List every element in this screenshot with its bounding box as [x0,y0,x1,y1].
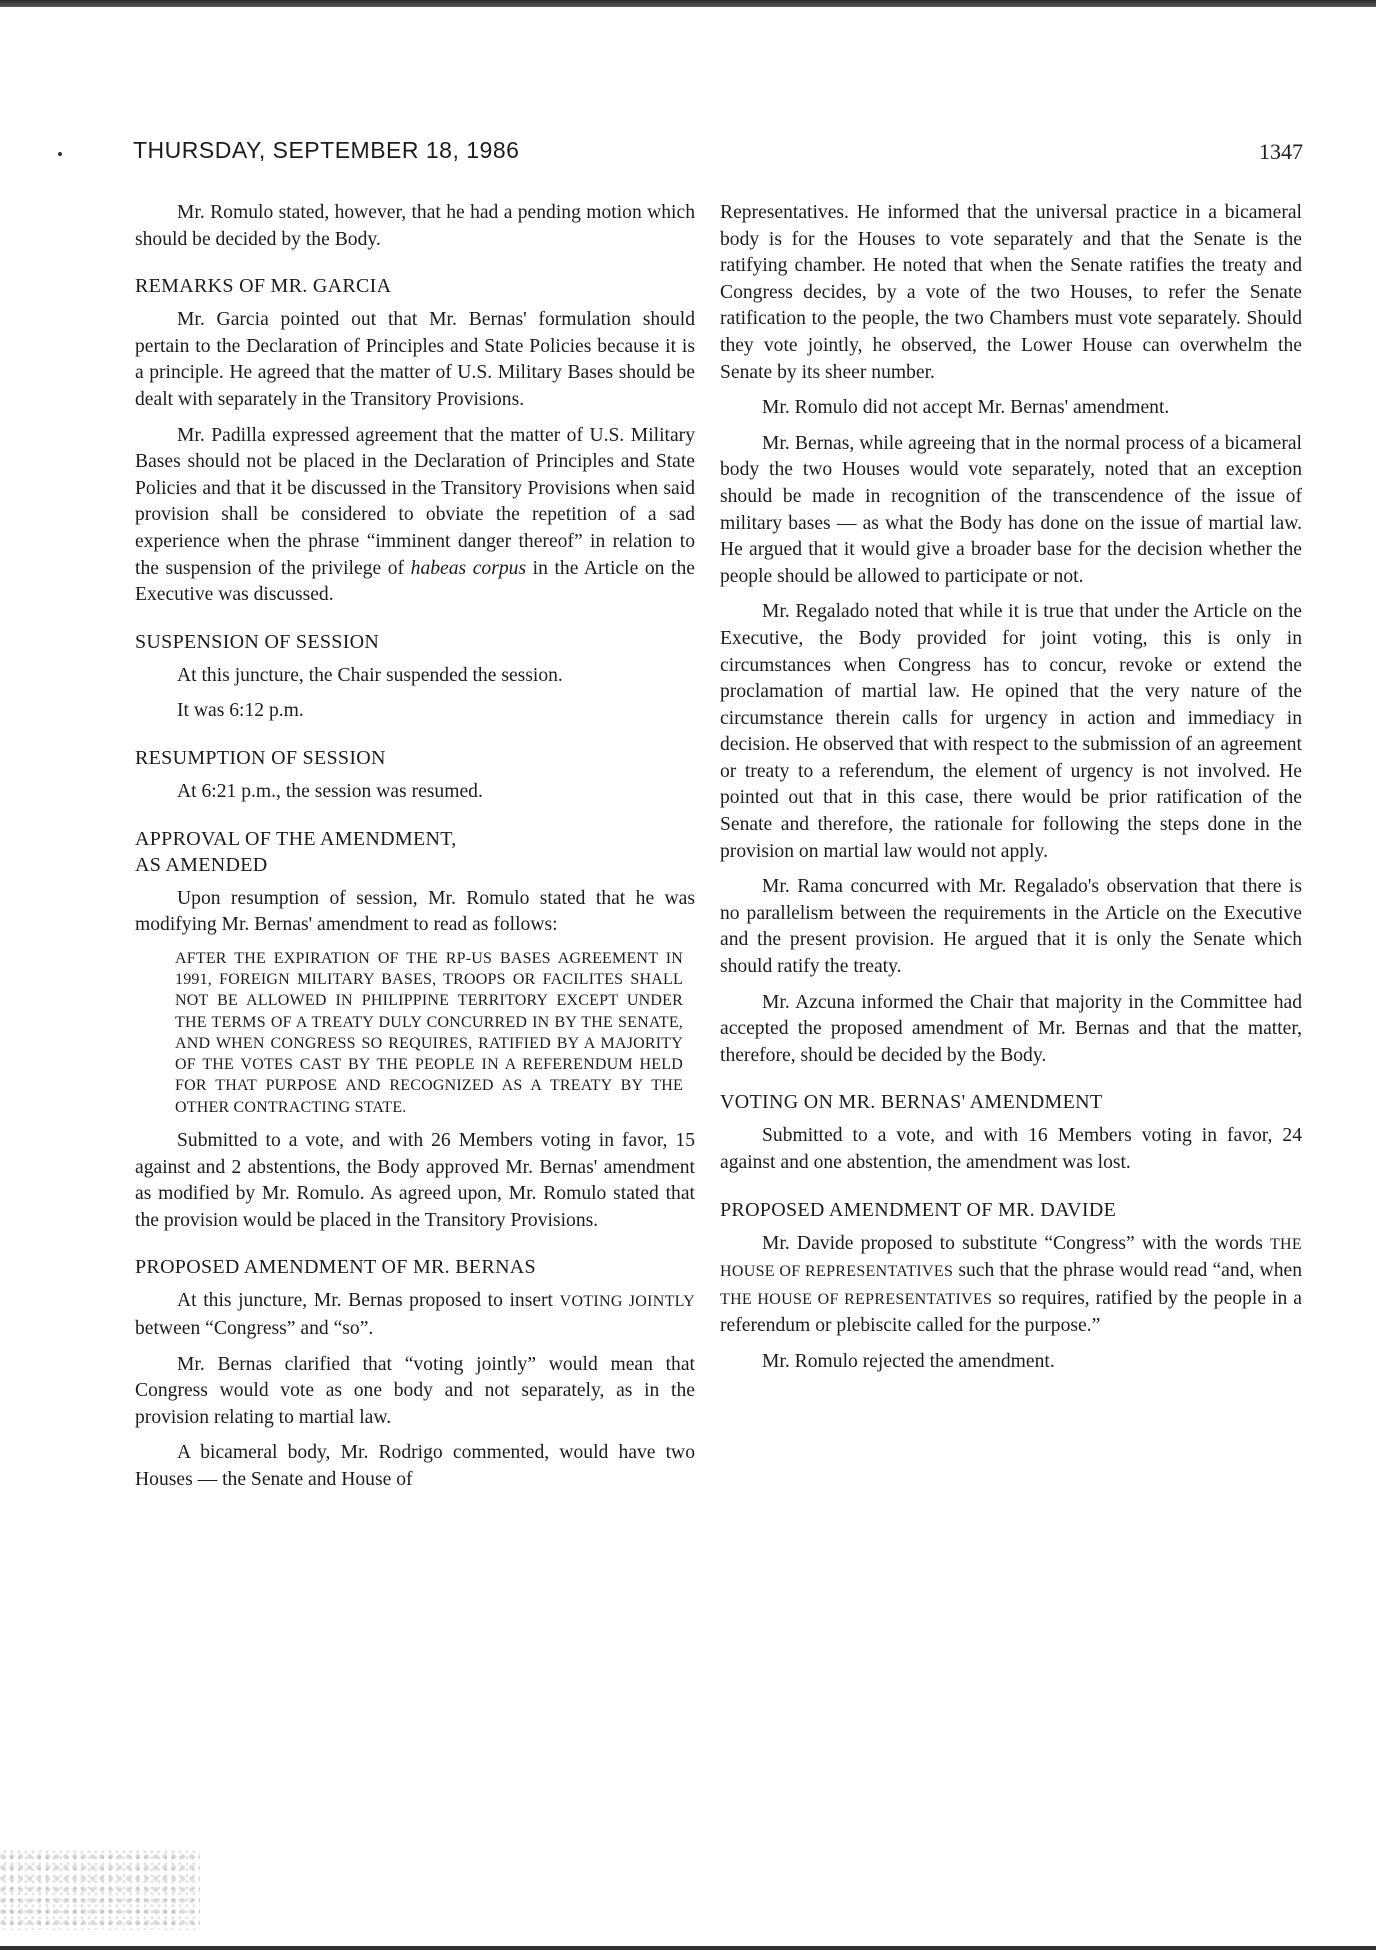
paragraph: Submitted to a vote, and with 26 Members voting in favor, 15 against and 2 abstentions, the Body approved Mr. Bernas' amendment as modified by Mr. Romulo. As agreed upon, Mr. Romulo stated that the provision would be placed in the Transitory Provisions. [135,1130,695,1231]
page-number: 1347 [1259,139,1303,164]
text-run: At this juncture, Mr. Bernas proposed to insert [177,1290,560,1312]
section-heading: PROPOSED AMENDMENT OF MR. DAVIDE [720,1198,1117,1221]
paragraph: Representatives. He informed that the universal practice in a bicameral body is for the Houses to vote separately and that the Senate is the ratifying chamber. He noted that when the Senate ratifies the treaty and Congress decides, by a vote of the two Houses, to refer the Senate ratification to the people, the two Chambers must vote separately. Should they vote jointly, he observed, the Lower House can overwhelm the Senate by its sheer number. [720,202,1302,383]
paragraph: Mr. Bernas, while agreeing that in the normal process of a bicameral body the two Houses would vote separately, noted that an exception should be made in recognition of the transcendence of the issue of military bases — as what the Body has done on the issue of martial law. He argued that it would give a broader base for the decision whether the people should be allowed to participate or not. [720,432,1302,587]
paragraph: A bicameral body, Mr. Rodrigo commented, would have two Houses — the Senate and House of [135,1442,695,1490]
paragraph [720,1231,1302,1340]
paragraph: It was 6:12 p.m. [177,700,304,722]
section-heading: REMARKS OF MR. GARCIA [135,275,392,298]
text-run: between “Congress” and “so”. [135,1318,374,1340]
section-heading: VOTING ON MR. BERNAS' AMENDMENT [720,1091,1103,1114]
text-run: so requires, ratified by the people in a referendum or plebiscite called for the purpose.” [720,1287,1302,1337]
amendment-quote: AFTER THE EXPIRATION OF THE RP-US BASES AGREEMENT IN 1991, FOREIGN MILITARY BASES, TROOPS OR FACILITES SHALL NOT BE ALLOWED IN PHILIPPINE TERRITORY EXCEPT UNDER THE TERMS OF A TREATY DULY CONCURRED IN BY THE SENATE, AND WHEN CONGRESS SO REQUIRES, RATIFIED BY A MAJORITY OF THE VOTES CAST BY THE PEOPLE IN A REFERENDUM HELD FOR THAT PURPOSE AND RECOGNIZED AS A TREATY BY THE OTHER CONTRACTING STATE. [175,949,683,1116]
section-heading: SUSPENSION OF SESSION [135,630,380,653]
paragraph: Upon resumption of session, Mr. Romulo stated that he was modifying Mr. Bernas' amendment to read as follows: [135,887,695,936]
text-run: such that the phrase would read “and, when [953,1260,1302,1282]
paragraph: Mr. Garcia pointed out that Mr. Bernas' formulation should pertain to the Declaration of Principles and State Policies because it is a principle. He agreed that the matter of U.S. Military Bases should be dealt with separately in the Transitory Provisions. [135,309,695,410]
text-run: Mr. Davide proposed to substitute “Congress” with the words [762,1232,1270,1254]
paragraph [135,1288,695,1342]
bottom-border [0,1946,1376,1950]
section-heading [135,826,695,878]
small-caps-term: THE HOUSE OF REPRESENTATIVES [720,1290,993,1308]
page-header [133,137,1303,169]
section-heading: PROPOSED AMENDMENT OF MR. BERNAS [135,1256,536,1279]
italic-term: habeas corpus [410,557,527,579]
paragraph: Mr. Bernas clarified that “voting jointly” would mean that Congress would vote as one body and not separately, as in the provision relating to martial law. [135,1353,695,1428]
small-caps-term: THE HOUSE OF REPRESENTATIVES [720,1235,1302,1281]
paragraph: Mr. Romulo rejected the amendment. [762,1350,1055,1372]
heading-line: AS AMENDED [135,853,268,876]
top-border [0,0,1376,7]
small-caps-term: VOTING JOINTLY [559,1293,695,1311]
text-run: Mr. Padilla expressed agreement that the matter of U.S. Military Bases should not be placed in the Declaration of Principles and State Policies and that it be discussed in the Transitory Provisions when said provision shall be considered to obviate the repetition of a sad experience when the phrase “imminent danger thereof” in relation to the suspension of the privilege of [135,424,695,579]
left-column [135,200,695,1503]
paragraph: At 6:21 p.m., the session was resumed. [177,780,483,802]
margin-dot [58,152,62,156]
section-heading: RESUMPTION OF SESSION [135,746,386,769]
scan-noise [0,1850,200,1930]
paragraph: Mr. Romulo did not accept Mr. Bernas' amendment. [762,397,1170,419]
heading-line: APPROVAL OF THE AMENDMENT, [135,827,457,850]
paragraph: Mr. Regalado noted that while it is true that under the Article on the Executive, the Body provided for joint voting, this is only in circumstances when Congress has to concur, revoke or extend the proclamation of martial law. He opined that the very nature of the circumstance therein calls for urgency in action and immediacy in decision. He observed that with respect to the submission of an agreement or treaty to a referendum, the element of urgency is not involved. He pointed out that in this case, there would be prior ratification of the Senate and therefore, the rationale for following the steps done in the provision on martial law would not apply. [720,601,1302,862]
paragraph: Mr. Rama concurred with Mr. Regalado's observation that there is no parallelism between the requirements in the Article on the Executive and the present provision. He argued that it is only the Senate which should ratify the treaty. [720,876,1302,978]
header-date: THURSDAY, SEPTEMBER 18, 1986 [133,137,520,163]
paragraph: Mr. Romulo stated, however, that he had a pending motion which should be decided by the Body. [135,202,695,250]
paragraph [135,423,695,609]
paragraph: Mr. Azcuna informed the Chair that majority in the Committee had accepted the proposed amendment of Mr. Bernas and that the matter, therefore, should be decided by the Body. [720,991,1302,1066]
paragraph: At this juncture, the Chair suspended the session. [177,664,563,686]
paragraph: Submitted to a vote, and with 16 Members voting in favor, 24 against and one abstention, the amendment was lost. [720,1125,1302,1173]
text-run: in the Article on the Executive was discussed. [135,557,695,606]
right-column [720,200,1302,1385]
